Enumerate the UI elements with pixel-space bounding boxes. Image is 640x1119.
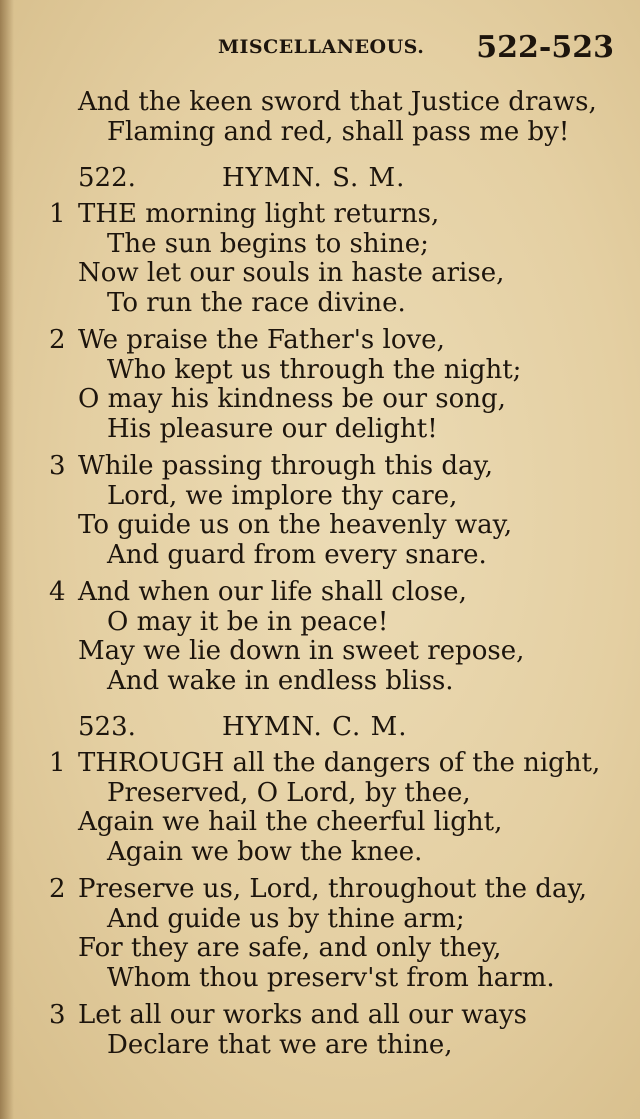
verse-line [0, 452, 640, 482]
verse-line: O may his kindness be our song, [78, 384, 506, 414]
verse-line: And wake in endless bliss. [107, 665, 454, 696]
verse-line: To guide us on the heavenly way, [78, 510, 513, 540]
verse-line: Preserved, O Lord, by thee, [107, 777, 471, 808]
stanza [0, 875, 640, 993]
hymn-title: HYMN. C. M. [222, 712, 408, 742]
hymn-number: 522. [78, 163, 136, 193]
verse-line [0, 578, 640, 608]
verse-line [0, 1001, 640, 1031]
verse-line: And guide us by thine arm; [107, 903, 465, 934]
verse-line: The sun begins to shine; [107, 228, 429, 259]
verse-line: O may it be in peace! [107, 606, 389, 637]
verse-line: Who kept us through the night; [107, 354, 522, 385]
hymn-heading [0, 160, 640, 196]
verse-line: Lord, we implore thy care, [107, 480, 458, 511]
verse-line: Now let our souls in haste arise, [78, 258, 505, 288]
continuation-stanza [0, 88, 640, 147]
stanza-number: 3 [49, 451, 66, 481]
stanza-number: 4 [49, 577, 66, 607]
hymn-title: HYMN. S. M. [222, 163, 406, 193]
verse-text: THE morning light returns, [78, 199, 440, 229]
verse-line [0, 875, 640, 905]
verse-line: Flaming and red, shall pass me by! [107, 116, 570, 147]
stanza-number: 2 [49, 325, 66, 355]
verse-text: And when our life shall close, [78, 577, 467, 607]
verse-text: Let all our works and all our ways [78, 1000, 527, 1030]
hymn-number: 523. [78, 712, 136, 742]
stanza-number: 1 [49, 199, 66, 229]
verse-text: While passing through this day, [78, 451, 493, 481]
verse-line [0, 200, 640, 230]
verse-line [0, 326, 640, 356]
verse-text: We praise the Father's love, [78, 325, 445, 355]
verse-line: Again we bow the knee. [107, 836, 423, 867]
verse-line: And guard from every snare. [107, 539, 487, 570]
verse-line: May we lie down in sweet repose, [78, 636, 525, 666]
verse-text: Preserve us, Lord, throughout the day, [78, 874, 587, 904]
verse-line: His pleasure our delight! [107, 413, 438, 444]
stanza [0, 452, 640, 570]
hymn-523 [0, 709, 640, 1060]
stanza [0, 749, 640, 867]
verse-text: THROUGH all the dangers of the night, [78, 748, 601, 778]
verse-line: And the keen sword that Justice draws, [78, 87, 597, 117]
verse-line [0, 749, 640, 779]
verse-line: Again we hail the cheerful light, [78, 807, 503, 837]
verse-line: Whom thou preserv'st from harm. [107, 962, 555, 993]
stanza [0, 326, 640, 444]
page-body [0, 88, 640, 1068]
stanza [0, 1001, 640, 1060]
section-title: MISCELLANEOUS. [218, 36, 425, 58]
verse-line: To run the race divine. [107, 287, 406, 318]
stanza [0, 578, 640, 696]
page-header [0, 30, 640, 70]
hymn-522 [0, 160, 640, 696]
hymn-heading [0, 709, 640, 745]
stanza-number: 1 [49, 748, 66, 778]
stanza [0, 200, 640, 318]
verse-line: Declare that we are thine, [107, 1029, 453, 1060]
stanza-number: 3 [49, 1000, 66, 1030]
verse-line: For they are safe, and only they, [78, 933, 502, 963]
page-numbers: 522-523 [476, 30, 614, 65]
stanza-number: 2 [49, 874, 66, 904]
